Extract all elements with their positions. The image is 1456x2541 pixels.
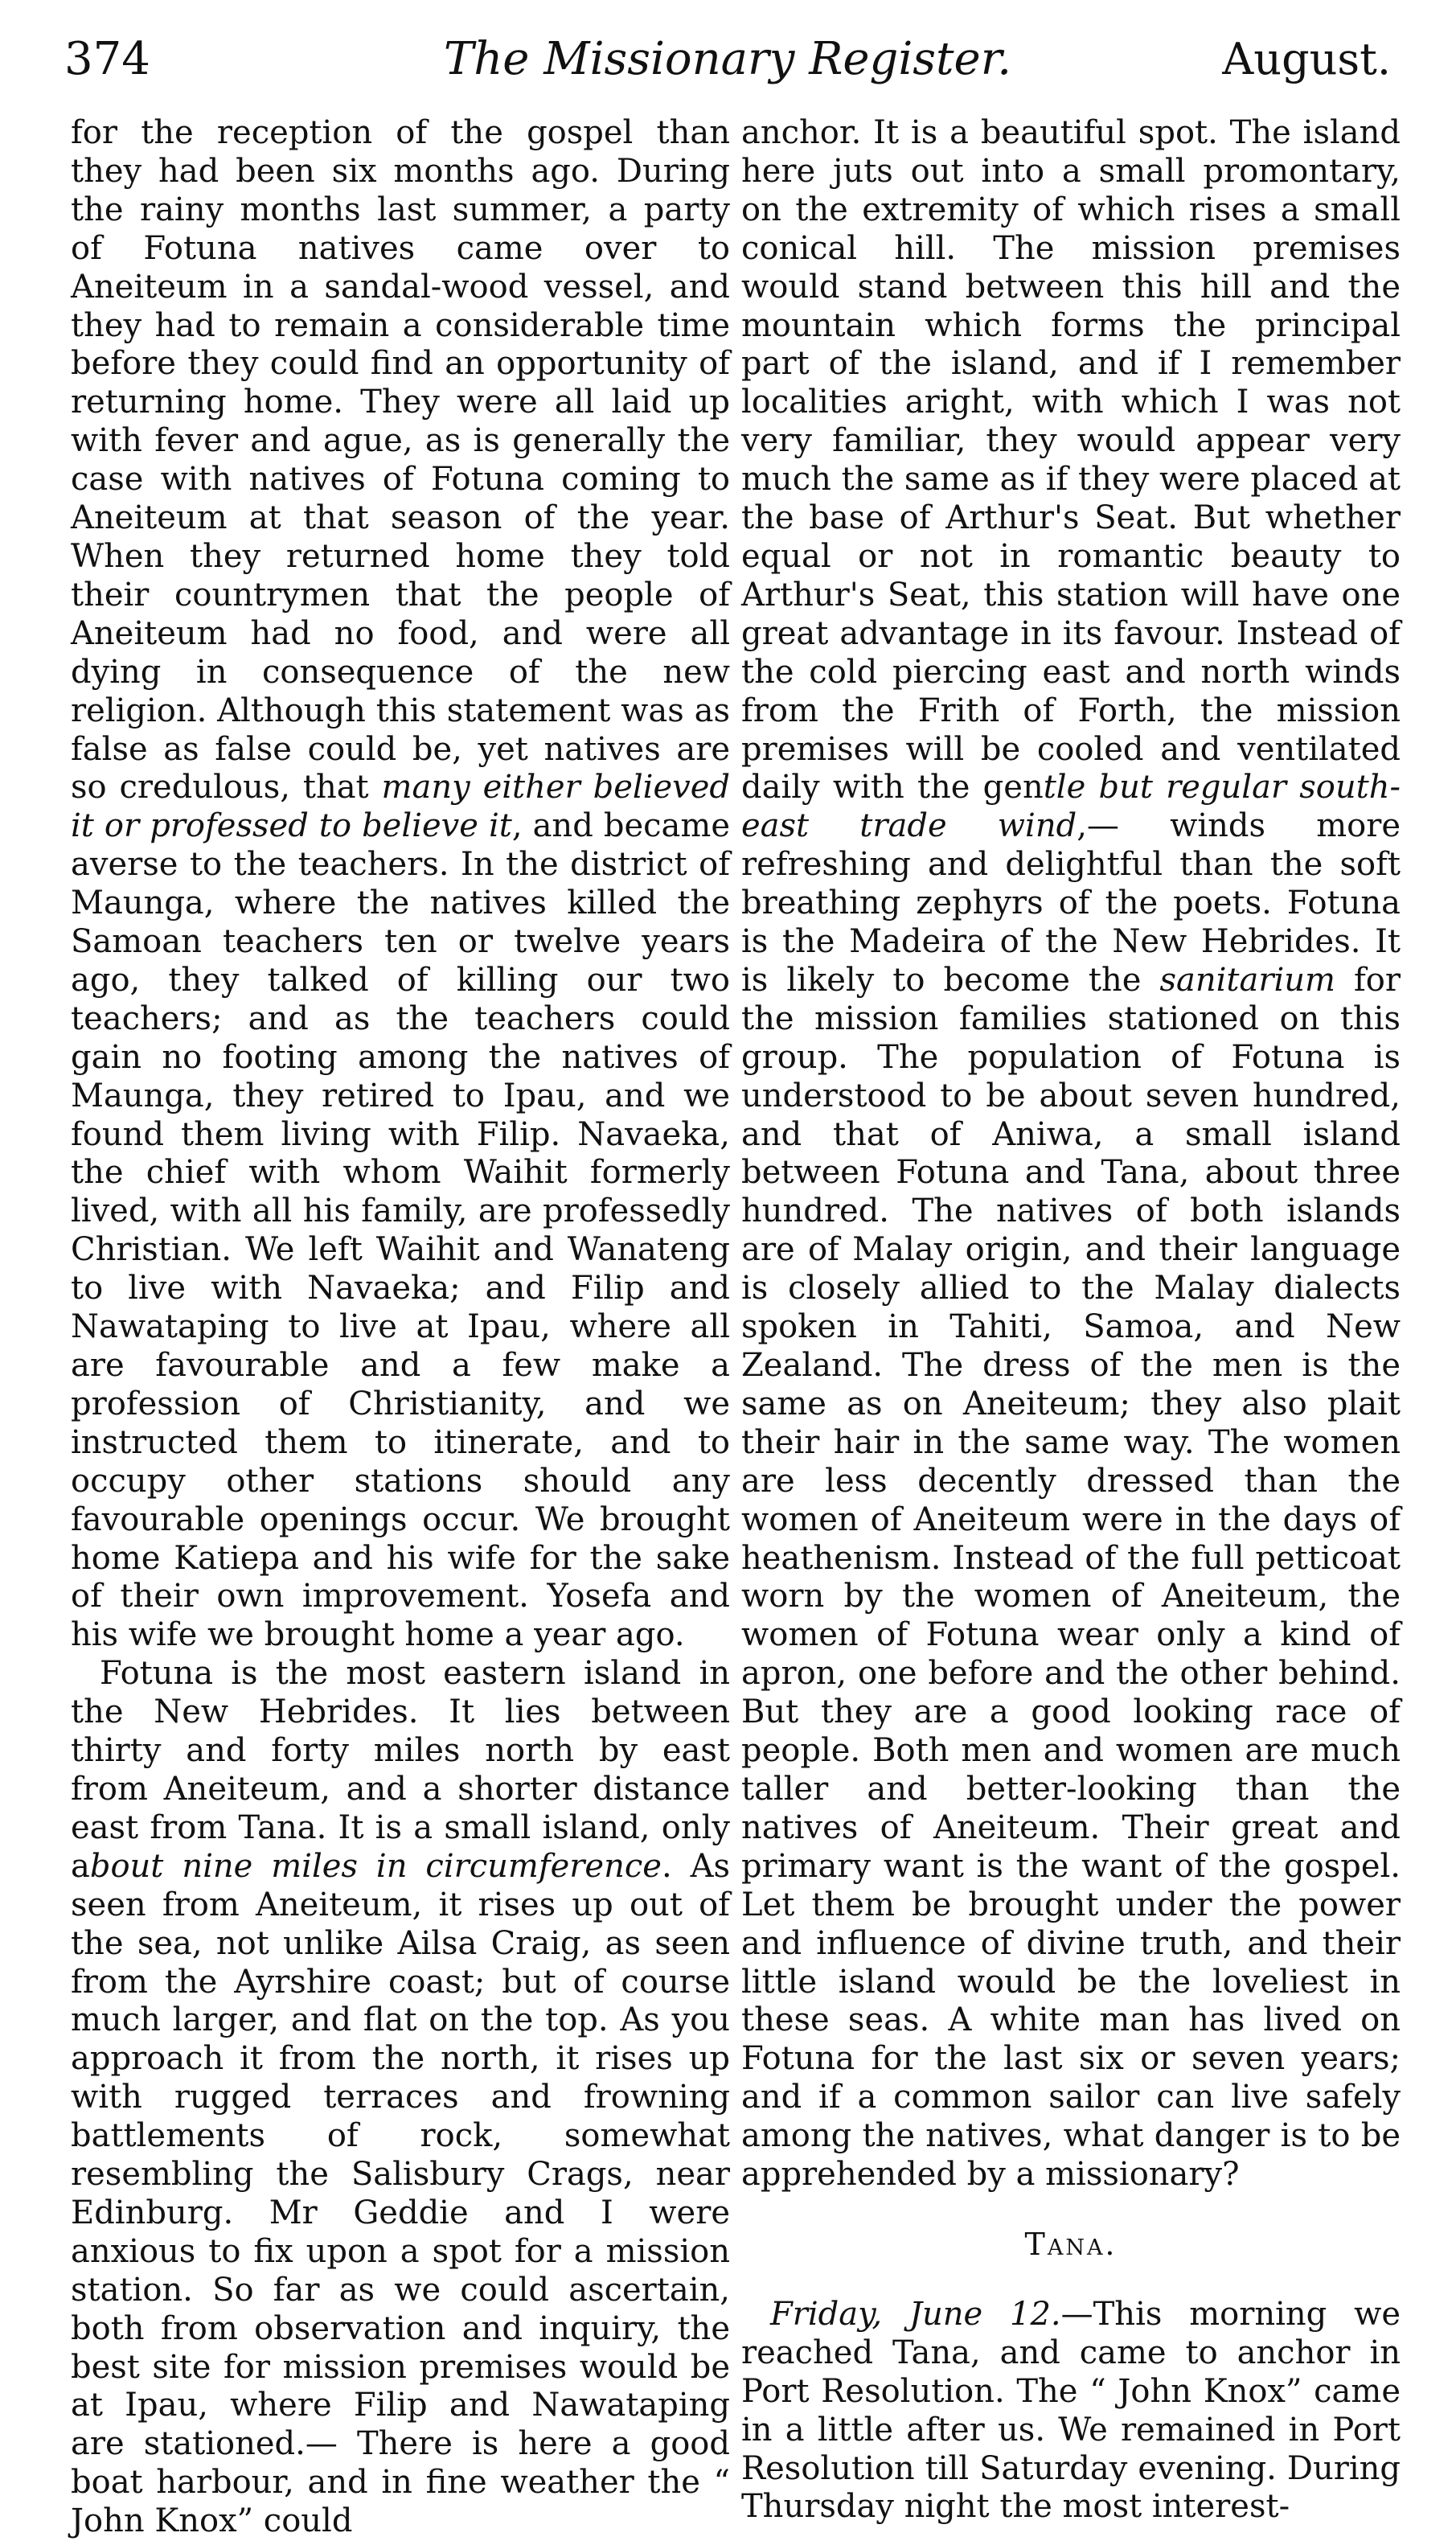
italic-run: tle but regular south-east trade wind [741, 769, 1401, 845]
paragraph-fotuna-natives [71, 114, 730, 1655]
section-heading-tana: Tana. [1024, 2226, 1118, 2262]
issue-month: August. [1222, 34, 1391, 84]
text-run: , and became averse to the teachers. In the district of Maunga, where the natives killed the Samoan teachers ten or twelve years ago, they talked of killing our two teachers; and as the teachers could gain no footing among the natives of Maunga, they retired to Ipau, and we found them living with Filip. Navaeka, the chief with whom Waihit formerly lived, with all his family, are professedly Christian. We left Waihit and Wanateng to live with Navaeka; and Filip and Nawataping to live at Ipau, where all are favourable and a few make a profession of Christianity, and we instructed them to itinerate, and to occupy other stations should any favourable openings occur. We brought home Katiepa and his wife for the sake of their own improvement. Yosefa and his wife we brought home a year ago. [71, 807, 730, 1654]
italic-run: sanitarium [1159, 961, 1335, 999]
text-run: ,— winds more refreshing and delightful than the soft breathing zephyrs of the poets. Fotuna is the Madeira of the New Hebrides. It is likely to become the [741, 807, 1401, 999]
text-run: . As seen from Aneiteum, it rises up out of the sea, not unlike Ailsa Craig, as seen from the Ayrshire coast; but of course much larger, and flat on the top. As you approach it from the north, it rises up with rugged terraces and frowning battlements of rock, somewhat resembling the Salisbury Crags, near Edinburg. Mr Geddie and I were anxious to fix upon a spot for a mission station. So far as we could ascertain, both from observation and inquiry, the best site for mission premises would be at Ipau, where Filip and Nawataping are stationed.— There is here a good boat harbour, and in fine weather the “ John Knox” could [71, 1847, 731, 2540]
journal-title: The Missionary Register. [443, 33, 1012, 85]
text-run: Fotuna is the most eastern island in the New Hebrides. It lies between thirty and forty miles north by east from Aneiteum, and a shorter distance east from Tana. It is a small island, only a [71, 1655, 730, 1885]
italic-date: Friday, June 12. [770, 2295, 1061, 2333]
paragraph-tana-arrival [741, 2296, 1401, 2527]
italic-run: bout nine miles in circumference [89, 1847, 662, 1885]
text-run: for the mission families stationed on this group. The population of Fotuna is understood to be about seven hundred, and that of Aniwa, a small island between Fotuna and Tana, about three hundred. The natives of both islands are of Malay origin, and their language is closely allied to the Malay dialects spoken in Tahiti, Samoa, and New Zealand. The dress of the men is the same as on Aneiteum; they also plait their hair in the same way. The women are less decently dressed than the women of Aneiteum were in the days of heathenism. Instead of the full petticoat worn by the women of Aneiteum, the women of Fotuna wear only a kind of apron, one before and the other behind. But they are a good looking race of people. Both men and women are much taller and better-looking than the natives of Aneiteum. Their great and primary want is the want of the gospel. Let them be brought under the power and influence of divine truth, and their little island would be the loveliest in these seas. A white man has lived on Fotuna for the last six or seven years; and if a common sailor can live safely among the natives, what danger is to be apprehended by a missionary? [741, 961, 1401, 2194]
text-run: anchor. It is a beautiful spot. The island here juts out into a small promontary, on the extremity of which rises a small conical hill. The mission premises would stand between this hill and the mountain which forms the principal part of the island, and if I remember localities aright, with which I was not very familiar, they would appear very much the same as if they were placed at the base of Arthur's Seat. But whether equal or not in romantic beauty to Arthur's Seat, this station will have one great advantage in its favour. Instead of the cold piercing east and north winds from the Frith of Forth, the mission premises will be cooled and ventilated daily with the gen [741, 114, 1401, 807]
page-number: 374 [64, 33, 150, 85]
text-run: —This morning we reached Tana, and came to anchor in Port Resolution. The “ John Knox” came in a little after us. We remained in Port Resolution till Saturday evening. During Thursday night the most interest- [741, 2295, 1401, 2526]
paragraph-mission-site [741, 114, 1401, 2194]
right-column [741, 114, 1401, 2527]
italic-run: many either believed it or professed to believe it [71, 769, 731, 845]
left-column [71, 114, 730, 2541]
paragraph-fotuna-description [71, 1655, 730, 2541]
text-run: for the reception of the gospel than they had been six months ago. During the rainy months last summer, a party of Fotuna natives came over to Aneiteum in a sandal-wood vessel, and they had to remain a considerable time before they could find an opportunity of returning home. They were all laid up with fever and ague, as is generally the case with natives of Fotuna coming to Aneiteum at that season of the year. When they returned home they told their countrymen that the people of Aneiteum had no food, and were all dying in consequence of the new religion. Although this statement was as false as false could be, yet natives are so credulous, that [71, 114, 730, 807]
running-head [64, 27, 1391, 100]
